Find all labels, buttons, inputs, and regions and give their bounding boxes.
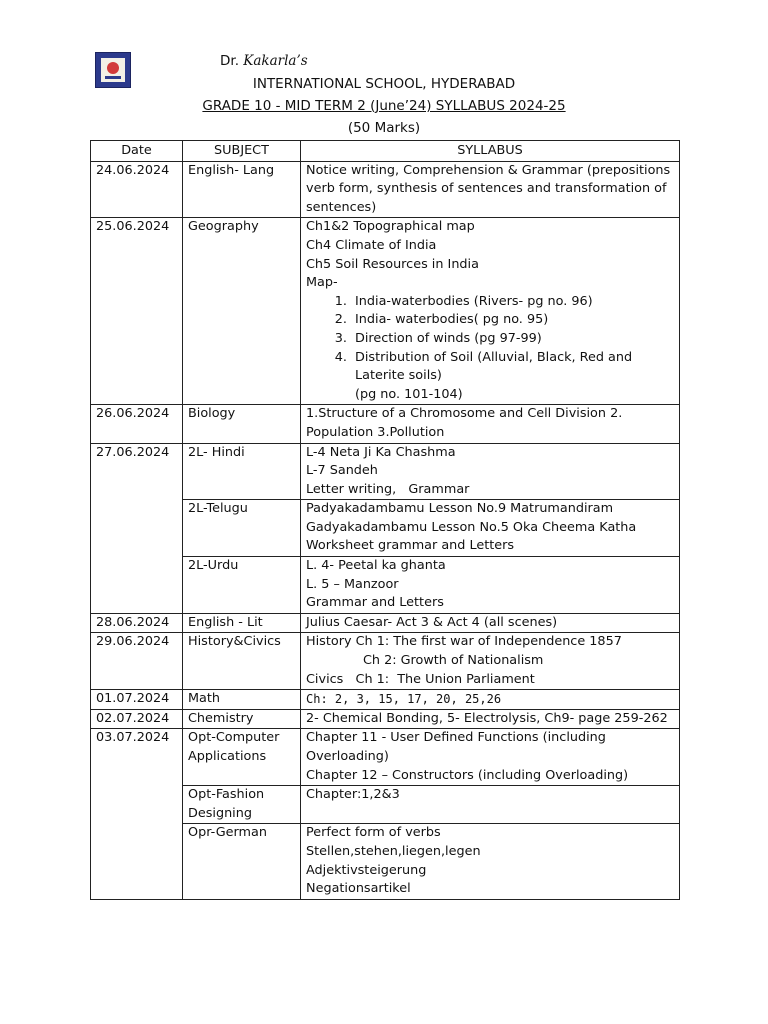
cell-date: 26.06.2024	[91, 405, 183, 443]
cell-subject: English - Lit	[183, 613, 301, 633]
syllabus-table	[90, 140, 680, 900]
school-name-prefix	[220, 53, 308, 69]
syllabus-line: Julius Caesar- Act 3 & Act 4 (all scenes)	[306, 614, 558, 630]
table-row	[91, 443, 680, 500]
cell-date: 03.07.2024	[91, 729, 183, 899]
syllabus-list	[306, 293, 674, 405]
table-row	[91, 161, 680, 218]
syllabus-list-item	[351, 293, 674, 312]
cell-date: 27.06.2024	[91, 443, 183, 613]
table-row	[91, 729, 680, 786]
cell-subject: Biology	[183, 405, 301, 443]
table-row	[91, 405, 680, 443]
syllabus-line: Ch: 2, 3, 15, 17, 20, 25,26	[306, 692, 502, 707]
syllabus-list-item	[351, 311, 674, 330]
syllabus-line: Map-	[306, 275, 338, 291]
syllabus-list-item	[351, 330, 674, 349]
cell-date: 28.06.2024	[91, 613, 183, 633]
marks-label: (50 Marks)	[347, 120, 421, 136]
cell-subject: Opt-Computer Applications	[183, 729, 301, 786]
cell-syllabus	[301, 405, 680, 443]
syllabus-line: Perfect form of verbs	[306, 825, 441, 841]
syllabus-list-line: 1. India-waterbodies (Rivers- pg no. 96)	[355, 293, 593, 309]
table-row	[91, 633, 680, 690]
syllabus-line: Chapter:1,2&3	[306, 787, 400, 803]
cell-syllabus	[301, 161, 680, 218]
cell-syllabus	[301, 729, 680, 786]
cell-syllabus	[301, 709, 680, 729]
syllabus-list-line: 4. Distribution of Soil (Alluvial, Black, Red and Laterite soils)	[355, 349, 637, 384]
cell-subject: Chemistry	[183, 709, 301, 729]
syllabus-line: Chapter 11 - User Defined Functions (including Overloading)	[306, 730, 610, 764]
syllabus-line: History Ch 1: The first war of Independence 1857	[306, 634, 622, 650]
syllabus-line: Padyakadambamu Lesson No.9 Matrumandiram	[306, 501, 614, 517]
cell-syllabus	[301, 786, 680, 824]
syllabus-line: 1.Structure of a Chromosome and Cell Division 2. Population 3.Pollution	[306, 406, 627, 440]
syllabus-line: Ch 2: Growth of Nationalism	[306, 653, 544, 669]
cell-syllabus	[301, 613, 680, 633]
header-subject: SUBJECT	[183, 141, 301, 162]
cell-subject: 2L- Hindi	[183, 443, 301, 500]
table-row	[91, 218, 680, 405]
syllabus-line: Gadyakadambamu Lesson No.5 Oka Cheema Katha	[306, 519, 637, 535]
syllabus-line: Notice writing, Comprehension & Grammar (prepositions verb form, synthesis of sentences and transformation of sentences)	[306, 162, 675, 215]
header-syllabus: SYLLABUS	[301, 141, 680, 162]
title-name: Kakarla’s	[243, 53, 308, 69]
syllabus-list-line: (pg no. 101-104)	[355, 386, 463, 402]
syllabus-line: Ch4 Climate of India	[306, 237, 437, 253]
syllabus-line: L-7 Sandeh	[306, 463, 378, 479]
header-date: Date	[91, 141, 183, 162]
syllabus-list-item	[351, 349, 674, 405]
table-header-row	[91, 141, 680, 162]
cell-subject: History&Civics	[183, 633, 301, 690]
syllabus-line: Ch1&2 Topographical map	[306, 219, 475, 235]
syllabus-line: Chapter 12 – Constructors (including Overloading)	[306, 767, 629, 783]
title-prefix: Dr.	[220, 53, 239, 69]
cell-syllabus	[301, 500, 680, 557]
cell-syllabus	[301, 633, 680, 690]
syllabus-line: Negationsartikel	[306, 881, 411, 897]
cell-syllabus	[301, 443, 680, 500]
syllabus-line: 2- Chemical Bonding, 5- Electrolysis, Ch9- page 259-262	[306, 710, 668, 726]
syllabus-line: Letter writing, Grammar	[306, 481, 470, 497]
syllabus-line: L. 4- Peetal ka ghanta	[306, 558, 446, 574]
cell-subject: Math	[183, 690, 301, 710]
cell-subject: 2L-Urdu	[183, 557, 301, 614]
syllabus-list-line: 3. Direction of winds (pg 97-99)	[355, 330, 542, 346]
cell-syllabus	[301, 218, 680, 405]
cell-date: 01.07.2024	[91, 690, 183, 710]
school-name: INTERNATIONAL SCHOOL, HYDERABAD	[252, 76, 516, 92]
syllabus-line: L-4 Neta Ji Ka Chashma	[306, 444, 456, 460]
syllabus-line: Ch5 Soil Resources in India	[306, 256, 479, 272]
cell-subject: Geography	[183, 218, 301, 405]
syllabus-line: Grammar and Letters	[306, 595, 444, 611]
syllabus-line: Civics Ch 1: The Union Parliament	[306, 671, 535, 687]
cell-subject: 2L-Telugu	[183, 500, 301, 557]
table-row	[91, 709, 680, 729]
syllabus-line: Adjektivsteigerung	[306, 862, 427, 878]
cell-subject: Opt-Fashion Designing	[183, 786, 301, 824]
exam-title: GRADE 10 - MID TERM 2 (June’24) SYLLABUS 2024-25	[202, 98, 566, 114]
cell-subject: English- Lang	[183, 161, 301, 218]
syllabus-line: Worksheet grammar and Letters	[306, 538, 515, 554]
syllabus-list-line: 2. India- waterbodies( pg no. 95)	[355, 312, 549, 328]
cell-syllabus	[301, 557, 680, 614]
cell-date: 29.06.2024	[91, 633, 183, 690]
cell-syllabus	[301, 690, 680, 710]
syllabus-line: Stellen,stehen,liegen,legen	[306, 843, 481, 859]
cell-syllabus	[301, 824, 680, 899]
cell-date: 25.06.2024	[91, 218, 183, 405]
syllabus-line: L. 5 – Manzoor	[306, 576, 399, 592]
cell-date: 24.06.2024	[91, 161, 183, 218]
table-row	[91, 690, 680, 710]
cell-date: 02.07.2024	[91, 709, 183, 729]
table-row	[91, 613, 680, 633]
cell-subject: Opr-German	[183, 824, 301, 899]
